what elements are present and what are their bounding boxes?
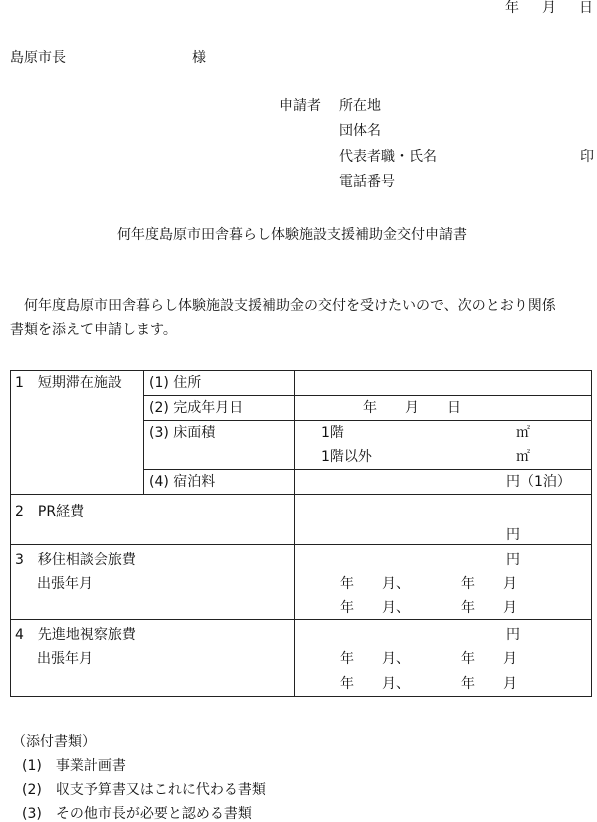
section-2-label: 2 PR経費 <box>15 504 85 520</box>
s1-completion-date: 年 月 日 <box>363 400 461 416</box>
section-4-label-cell <box>11 620 295 697</box>
body-line-1: 何年度島原市田舎暮らし体験施設支援補助金の交付を受けたいので、次のとおり関係 <box>24 298 556 314</box>
applicant-rep-label: 代表者職・氏名 <box>339 149 437 165</box>
s1-address-label-cell <box>144 371 295 396</box>
attachment-item-1: (1) 事業計画書 <box>22 758 126 774</box>
attachments-heading: （添付書類） <box>12 734 96 750</box>
body-line-2: 書類を添えて申請します。 <box>10 322 177 338</box>
date-month: 月 <box>542 0 556 16</box>
s1-completion-label: (2) 完成年月日 <box>149 400 244 416</box>
s4-trip-1-from: 年 月、 <box>340 651 410 667</box>
applicant-address-label: 所在地 <box>339 98 381 114</box>
s3-trip-2-from: 年 月、 <box>340 600 410 616</box>
s4-trip-1-to: 年 月 <box>461 651 517 667</box>
s2-yen: 円 <box>506 527 520 543</box>
attachment-item-2: (2) 収支予算書又はこれに代わる書類 <box>22 782 266 798</box>
s1-completion-label-cell <box>144 396 295 421</box>
s4-trip-2-to: 年 月 <box>461 676 517 692</box>
s4-amount-input[interactable] <box>295 620 592 697</box>
s1-floor-1f-unit: ㎡ <box>516 425 530 441</box>
s1-lodging-unit: 円（1泊） <box>506 474 571 490</box>
s1-lodging-label-cell <box>144 470 295 495</box>
applicant-phone-label: 電話番号 <box>339 174 395 190</box>
s1-floor-1f-input[interactable] <box>295 421 592 446</box>
s1-lodging-label: (4) 宿泊料 <box>149 474 216 490</box>
seal-mark: 印 <box>580 149 594 165</box>
document-title: 何年度島原市田舎暮らし体験施設支援補助金交付申請書 <box>117 227 467 243</box>
section-2-label-cell <box>11 495 295 545</box>
s3-trip-1-to: 年 月 <box>461 576 517 592</box>
s4-yen: 円 <box>506 627 520 643</box>
s1-address-label: (1) 住所 <box>149 375 202 391</box>
section-3-label-cell <box>11 545 295 620</box>
applicant-org-label: 団体名 <box>339 123 381 139</box>
section-1-label-cell <box>11 371 144 495</box>
s2-amount-input[interactable] <box>295 495 592 545</box>
section-3-trip-month-label: 出張年月 <box>37 576 93 592</box>
addressee-name: 島原市長 <box>10 50 66 66</box>
s3-yen: 円 <box>506 552 520 568</box>
s1-lodging-input[interactable] <box>295 470 592 495</box>
attachment-item-3: (3) その他市長が必要と認める書類 <box>22 806 252 822</box>
date-day: 日 <box>579 0 593 16</box>
s3-amount-input[interactable] <box>295 545 592 620</box>
date-year: 年 <box>505 0 519 16</box>
s1-floor-other: 1階以外 <box>321 449 372 465</box>
s1-floor-label: (3) 床面積 <box>149 425 216 441</box>
s1-floor-other-input[interactable] <box>295 445 592 470</box>
s1-completion-input[interactable] <box>295 396 592 421</box>
section-1-label: 1 短期滞在施設 <box>15 375 122 391</box>
s1-floor-label-cell <box>144 421 295 470</box>
section-4-trip-month-label: 出張年月 <box>37 651 93 667</box>
s3-trip-1-from: 年 月、 <box>340 576 410 592</box>
addressee-honorific: 様 <box>192 50 206 66</box>
applicant-label: 申請者 <box>279 98 321 114</box>
application-table <box>10 370 592 697</box>
s1-floor-1f: 1階 <box>321 425 344 441</box>
s1-address-input[interactable] <box>295 371 592 396</box>
section-3-label: 3 移住相談会旅費 <box>15 552 136 568</box>
s3-trip-2-to: 年 月 <box>461 600 517 616</box>
section-4-label: 4 先進地視察旅費 <box>15 627 136 643</box>
s1-floor-other-unit: ㎡ <box>516 449 530 465</box>
s4-trip-2-from: 年 月、 <box>340 676 410 692</box>
